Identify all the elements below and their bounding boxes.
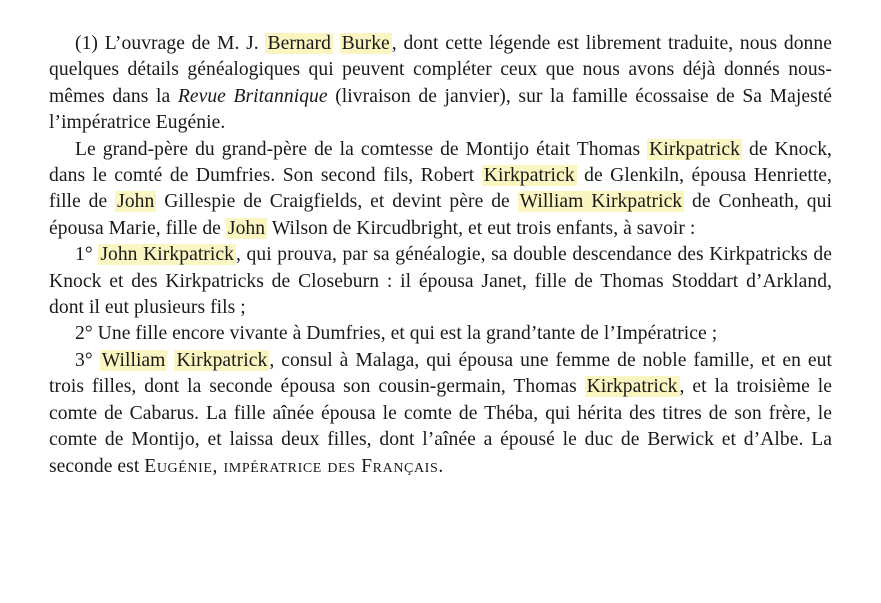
text-run: de Conheath, qui épousa Marie, fille de	[49, 191, 832, 239]
text-run: , et la troisième le comte de Cabarus. La fille aînée épousa le comte de Théba, qui hérita des titres de son frère, le comte de Montijo, et laissa deux filles, dont l’aînée a épousé le duc de Berwick et d’Albe. La seconde est	[49, 376, 833, 477]
text-run: 1°	[75, 244, 99, 266]
text-run	[333, 33, 340, 54]
highlighted-term: John	[117, 191, 155, 213]
highlighted-term: William Kirkpatrick	[519, 191, 683, 213]
text-run: Le grand-père du grand-père de la comtesse de Montijo était Thomas	[75, 138, 648, 160]
highlighted-term: Kirkpatrick	[483, 165, 575, 187]
text-run: 2° Une fille encore vivante à Dumfries, et qui est la grand’tante de l’Impératrice ;	[75, 323, 718, 345]
text-run: Wilson de Kircudbright, et eut trois enfants, à savoir :	[267, 217, 696, 239]
text-run: (livraison de janvier), sur la famille écossaise de Sa Majesté l’impératrice Eugénie.	[49, 85, 832, 134]
text-run: Gillespie de Craigfields, et devint père de	[156, 191, 518, 213]
paragraph-enfant-1	[49, 242, 832, 321]
paragraph-grand-pere	[49, 137, 832, 243]
highlighted-term: Kirkpatrick	[176, 349, 268, 371]
text-run: de Glenkiln, épousa Henriette, fille de	[49, 165, 833, 213]
highlighted-term: Bernard	[267, 33, 331, 54]
paragraph-note-1	[49, 31, 832, 137]
highlighted-term: Kirkpatrick	[649, 138, 740, 160]
highlighted-term: William	[101, 349, 166, 371]
text-run: 3°	[75, 349, 100, 371]
italic-title: Revue Britannique	[177, 85, 328, 107]
text-run: , qui prouva, par sa généalogie, sa double descendance des Kirkpatricks de Knock et des Kirkpatricks de Closeburn : il épousa Janet, fille de Thomas Stoddart d’Arkland, dont il eut plusieurs fils ;	[49, 244, 833, 319]
text-run: de Knock, dans le comté de Dumfries. Son second fils, Robert	[49, 138, 832, 187]
text-run: , consul à Malaga, qui épousa une femme de noble famille, et en eut trois filles, dont la seconde épousa son cousin-germain, Thomas	[49, 349, 833, 398]
highlighted-term: John Kirkpatrick	[100, 244, 234, 266]
text-run: (1) L’ouvrage de M. J.	[75, 33, 266, 54]
highlighted-term: John	[227, 217, 266, 239]
small-caps-text: Eugénie, impératrice des Français.	[144, 455, 444, 477]
highlighted-term: Kirkpatrick	[586, 376, 678, 398]
paragraph-enfant-3	[49, 348, 832, 480]
highlighted-term: Burke	[341, 33, 390, 54]
text-run: , dont cette légende est librement traduite, nous donne quelques détails généalogiques qui peuvent compléter ceux que nous avons déjà donnés nous-mêmes dans la	[49, 33, 832, 107]
paragraph-enfant-2	[49, 321, 832, 347]
